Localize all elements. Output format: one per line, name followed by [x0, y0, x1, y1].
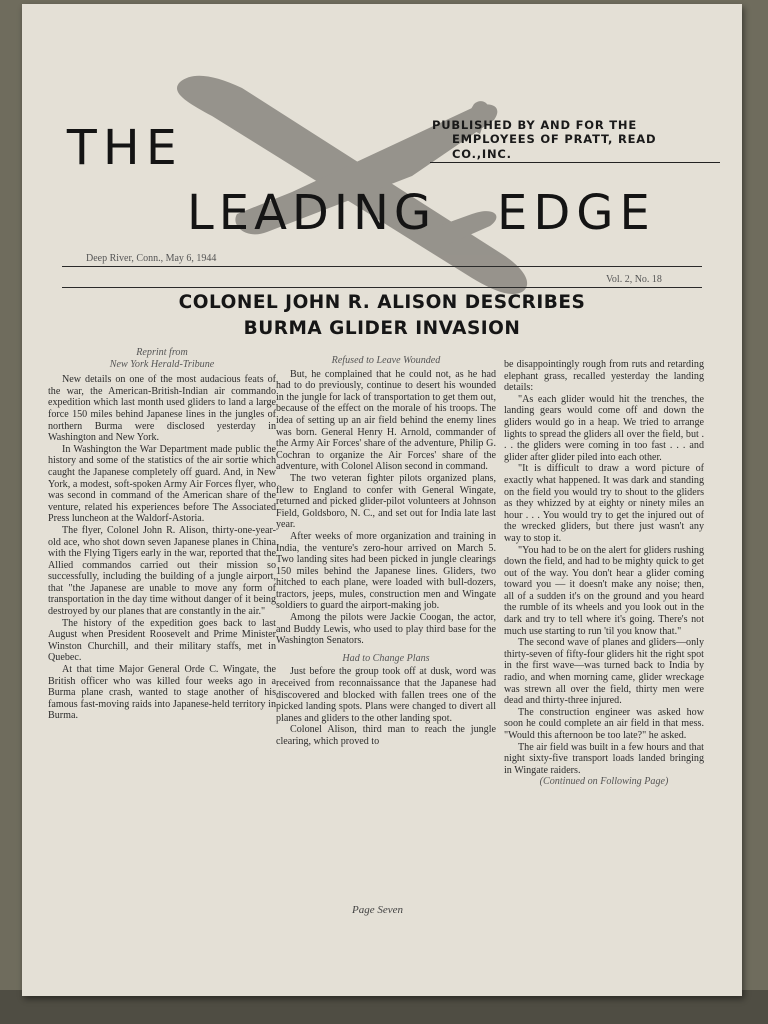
paragraph: New details on one of the most audacious feats of the war, the American-British-Indian air commando expedition which last month used gliders to land a large force 150 miles behind Japanese lines in the jungles of northern Burma were disclosed yesterday in Washington and New York. — [48, 374, 276, 444]
paragraph: Colonel Alison, third man to reach the jungle clearing, which proved to — [276, 724, 496, 747]
paragraph: After weeks of more organization and training in India, the venture's zero-hour arrived on March 5. Two landing sites had been picked in jungle clearings 150 miles behind the Japanese lines. Gliders, two hitched to each plane, were loaded with bull-dozers, tractors, jeeps, mules, construction men and Wingate soldiers to guard the airport-making job. — [276, 530, 496, 612]
paragraph: be disappointingly rough from ruts and retarding elephant grass, recalled yesterday the landing details: — [504, 359, 704, 394]
paragraph: In Washington the War Department made public the history and some of the statistics of the air sortie which caught the Japanese completely off guard. And, in New York, a modest, soft-spoken Army Air Forces flyer, who was second in command of the American share of the venture, related his experiences before The Associated Press luncheon at the Waldorf-Astoria. — [48, 443, 276, 525]
paragraph: The history of the expedition goes back to last August when President Roosevelt and Prime Minister Winston Churchill, and their military staffs, met in Quebec. — [48, 617, 276, 664]
headline — [82, 290, 682, 341]
paragraph: But, he complained that he could not, as he had had to do previously, continue to desert his wounded in the jungle for lack of transportation to get them out, because of the effect on the morale of his troops. The idea of setting up an air field behind the enemy lines was born. General Henry H. Arnold, commander of the Army Air Forces' share of the adventure, Philip G. Cochran to organize the Air Forces' share of the adventure, with Colonel Alison second in command. — [276, 368, 496, 473]
paragraph: "You had to be on the alert for gliders rushing down the field, and had to be mighty quick to get out of the way. You don't hear a glider coming toward you — it doesn't make any noise; then, all of a sudden it's on the ground and you heard the rumble of its wheels and you look out in the dark and try to tell where it's going. There's not much use starting to run 'til you know that." — [504, 544, 704, 637]
paragraph: The two veteran fighter pilots organized plans, flew to England to confer with General Wingate, returned and picked glider-pilot volunteers at Johnson Field, Goldsboro, N. C., and set out for India late last year. — [276, 472, 496, 531]
paragraph: The flyer, Colonel John R. Alison, thirty-one-year-old ace, who shot down seven Japanese planes in China with the Flying Tigers early in the war, reported that the Allied commandos carried out their mission so successfully, including the building of a jungle airport, that "the Japanese are unable to move any form of transportation in the day time without danger of it being destroyed by our planes that are constantly in the air." — [48, 524, 276, 618]
masthead-rule-bottom — [62, 287, 702, 288]
paragraph: "As each glider would hit the trenches, the landing gears would come off and down the gliders would go in a heap. We tried to arrange lights to spread the gliders all over the field, but . . . the gliders were coming in too fast . . . and glider after glider piled into each other. — [504, 393, 704, 463]
reprint-source: New York Herald-Tribune — [109, 358, 215, 370]
paragraph: At that time Major General Orde C. Wingate, the British officer who was killed four weeks ago in a Burma plane crash, wanted to stage another of his famous fast-moving raids into Japanese-held territory in Burma. — [48, 664, 276, 722]
headline-line-1: COLONEL JOHN R. ALISON DESCRIBES — [178, 292, 586, 313]
publisher-line-1: PUBLISHED BY AND FOR THE — [432, 118, 638, 132]
airplane-illustration — [172, 64, 572, 304]
masthead-title-the: THE — [66, 120, 183, 176]
paragraph: Among the pilots were Jackie Coogan, the actor, and Buddy Lewis, who used to play third base for the Washington Senators. — [276, 612, 496, 647]
subheading-change-plans: Had to Change Plans — [342, 652, 430, 664]
paragraph: Just before the group took off at dusk, word was received from reconnaissance that the Japanese had discovered and blocked with fallen trees one of the picked landing spots. Plans were changed to divert all planes and gliders to the other landing spot. — [276, 666, 496, 724]
masthead-title-leading: LEADING — [187, 185, 437, 241]
headline-line-2: BURMA GLIDER INVASION — [243, 317, 521, 339]
dateline: Deep River, Conn., May 6, 1944 — [86, 253, 217, 264]
paragraph: The air field was built in a few hours and that night sixty-five transport loads landed bringing in Wingate raiders. — [504, 741, 704, 776]
article-column-1 — [48, 347, 276, 722]
masthead-title-edge: EDGE — [497, 185, 656, 241]
paragraph: The construction engineer was asked how soon he could complete an air field in that mess. "Would this afternoon be too late?" he asked. — [504, 706, 704, 741]
subheading-refused: Refused to Leave Wounded — [331, 355, 441, 366]
article-column-3 — [504, 347, 704, 788]
reprint-label: Reprint from — [136, 347, 188, 358]
publisher-line-2: EMPLOYEES OF PRATT, READ CO.,INC. — [430, 132, 720, 163]
publisher-note — [430, 118, 720, 163]
page-number: Page Seven — [352, 904, 403, 916]
newsletter-page — [22, 4, 742, 996]
paragraph: The second wave of planes and gliders—only thirty-seven of fifty-four gliders hit the right spot in the first wave—was turned back to India by radio, and when morning came, glider wreckage was strewn all over the field, thirty men were dead and thirty-three injured. — [504, 637, 704, 707]
masthead-rule-top — [62, 266, 702, 267]
continued-note: (Continued on Following Page) — [539, 776, 669, 788]
article-column-2 — [276, 347, 496, 748]
paragraph: "It is difficult to draw a word picture of exactly what happened. It was dark and standing on the field you would try to shout to the gliders as they whizzed by at eighty or ninety miles an hour . . . You would try to get the injured out of the wrecked gliders, but there just wasn't any way to stop it. — [504, 463, 704, 544]
volume-number: Vol. 2, No. 18 — [606, 274, 662, 285]
